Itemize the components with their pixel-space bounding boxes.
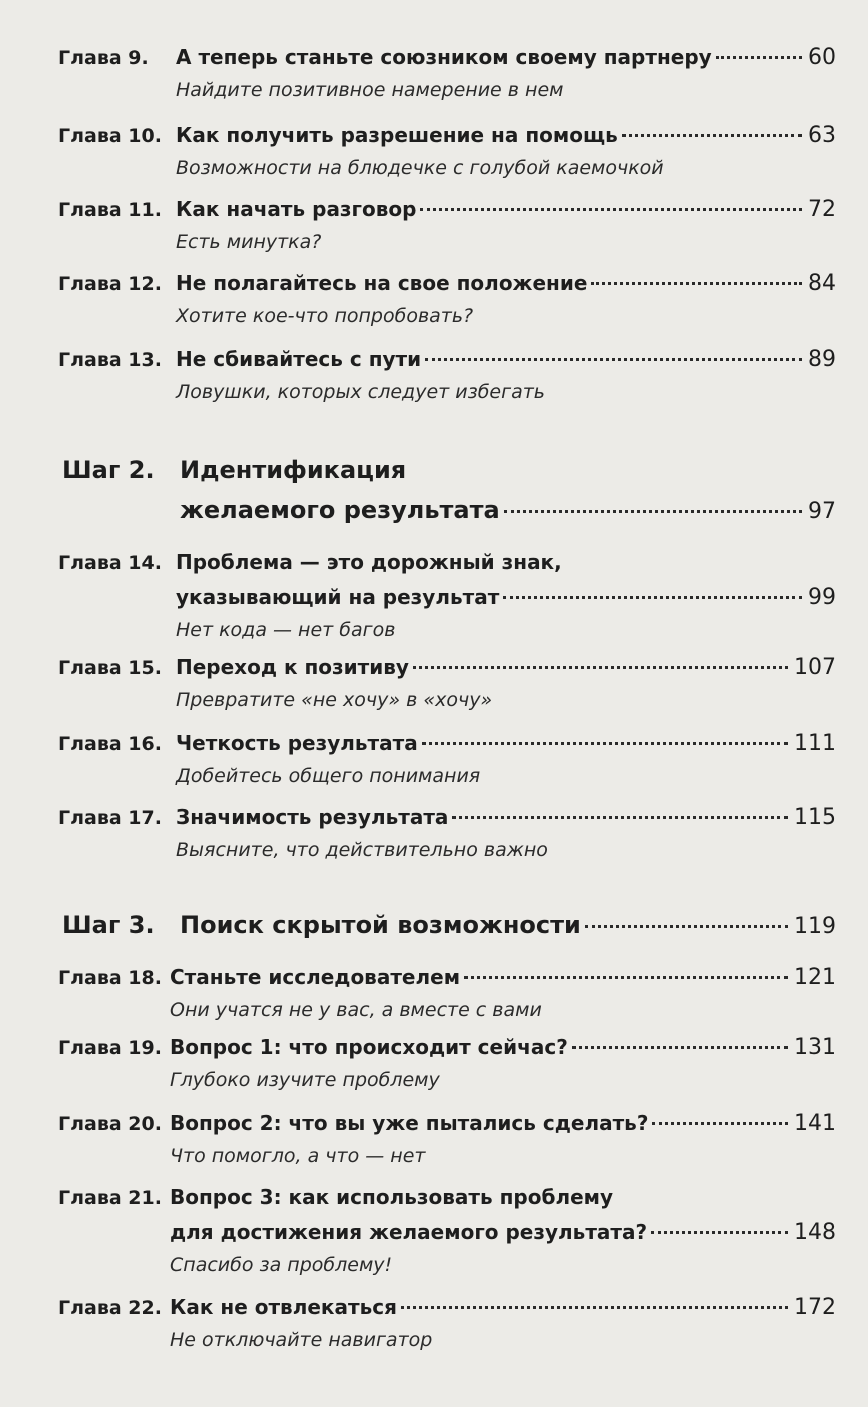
entry-label: Глава 19. [58,1037,162,1059]
toc-step-entry [0,905,868,947]
entry-title: желаемого результата [180,496,500,524]
page-number: 131 [794,1035,836,1060]
page-number: 99 [808,585,836,610]
entry-subtitle: Они учатся не у вас, а вместе с вами [170,999,542,1021]
toc-chapter-entry [0,1180,868,1280]
entry-label: Глава 13. [58,349,162,371]
toc-chapter-entry [0,40,868,105]
page-number: 97 [808,499,836,524]
entry-label: Глава 14. [58,552,162,574]
page-number: 107 [794,655,836,680]
entry-label: Глава 16. [58,733,162,755]
page-number: 111 [794,731,836,756]
leader-dots [503,596,802,599]
entry-subtitle: Выясните, что действительно важно [176,839,548,861]
entry-title: Переход к позитиву [176,655,409,679]
entry-label: Глава 12. [58,273,162,295]
page-number: 148 [794,1220,836,1245]
entry-title: Как не отвлекаться [170,1295,397,1319]
entry-subtitle: Возможности на блюдечке с голубой каемочкой [176,157,664,179]
entry-subtitle: Не отключайте навигатор [170,1329,433,1351]
entry-label: Глава 11. [58,199,162,221]
toc-chapter-entry [0,726,868,791]
entry-label: Глава 10. [58,125,162,147]
entry-subtitle: Есть минутка? [176,231,322,253]
entry-title: Четкость результата [176,731,418,755]
entry-label: Глава 20. [58,1113,162,1135]
entry-title: Вопрос 1: что происходит сейчас? [170,1035,568,1059]
entry-title-lead: Идентификация [180,456,407,484]
toc-chapter-entry [0,192,868,257]
leader-dots [716,56,802,59]
entry-label: Глава 15. [58,657,162,679]
page-number: 63 [808,123,836,148]
entry-title: Не полагайтесь на свое положение [176,271,588,295]
entry-title: Как начать разговор [176,197,417,221]
leader-dots [422,742,788,745]
leader-dots [622,134,802,137]
toc-step-entry [0,450,868,532]
leader-dots [504,510,802,513]
entry-subtitle: Спасибо за проблему! [170,1254,393,1276]
entry-label: Глава 18. [58,967,162,989]
leader-dots [452,816,788,819]
page-number: 89 [808,347,836,372]
entry-title: Станьте исследователем [170,965,461,989]
entry-subtitle: Добейтесь общего понимания [176,765,481,787]
entry-label: Шаг 3. [62,911,155,939]
toc-chapter-entry [0,342,868,407]
leader-dots [651,1231,788,1234]
leader-dots [420,208,802,211]
page-number: 72 [808,197,836,222]
entry-subtitle: Превратите «не хочу» в «хочу» [176,689,493,711]
toc-chapter-entry [0,1290,868,1355]
toc-chapter-entry [0,800,868,865]
leader-dots [652,1122,788,1125]
leader-dots [591,282,802,285]
entry-subtitle: Хотите кое-что попробовать? [176,305,474,327]
entry-title-lead: Вопрос 3: как использовать проблему [170,1185,614,1209]
entry-title: для достижения желаемого результата? [170,1220,648,1244]
page-number: 141 [794,1111,836,1136]
leader-dots [572,1046,788,1049]
entry-title: Поиск скрытой возможности [180,911,581,939]
entry-title: Не сбивайтесь с пути [176,347,422,371]
entry-title: Вопрос 2: что вы уже пытались сделать? [170,1111,649,1135]
entry-subtitle: Нет кода — нет багов [176,619,396,641]
entry-subtitle: Что помогло, а что — нет [170,1145,426,1167]
page-number: 172 [794,1295,836,1320]
leader-dots [401,1306,788,1309]
entry-subtitle: Найдите позитивное намерение в нем [176,79,564,101]
entry-title: А теперь станьте союзником своему партнеру [176,45,712,69]
page-number: 121 [794,965,836,990]
entry-label: Глава 9. [58,47,149,69]
entry-label: Шаг 2. [62,456,155,484]
entry-subtitle: Ловушки, которых следует избегать [176,381,545,403]
entry-title: Как получить разрешение на помощь [176,123,618,147]
entry-title: указывающий на результат [176,585,500,609]
toc-chapter-entry [0,1106,868,1171]
leader-dots [413,666,788,669]
leader-dots [464,976,788,979]
entry-title-lead: Проблема — это дорожный знак, [176,550,562,574]
toc-chapter-entry [0,1030,868,1095]
entry-label: Глава 17. [58,807,162,829]
toc-chapter-entry [0,118,868,183]
page-number: 115 [794,805,836,830]
leader-dots [585,925,788,928]
toc-chapter-entry [0,545,868,645]
leader-dots [425,358,802,361]
page-number: 119 [794,914,836,939]
page-number: 60 [808,45,836,70]
page-number: 84 [808,271,836,296]
entry-title: Значимость результата [176,805,449,829]
entry-label: Глава 22. [58,1297,162,1319]
entry-label: Глава 21. [58,1187,162,1209]
toc-chapter-entry [0,960,868,1025]
toc-chapter-entry [0,650,868,715]
toc-chapter-entry [0,266,868,331]
entry-subtitle: Глубоко изучите проблему [170,1069,440,1091]
